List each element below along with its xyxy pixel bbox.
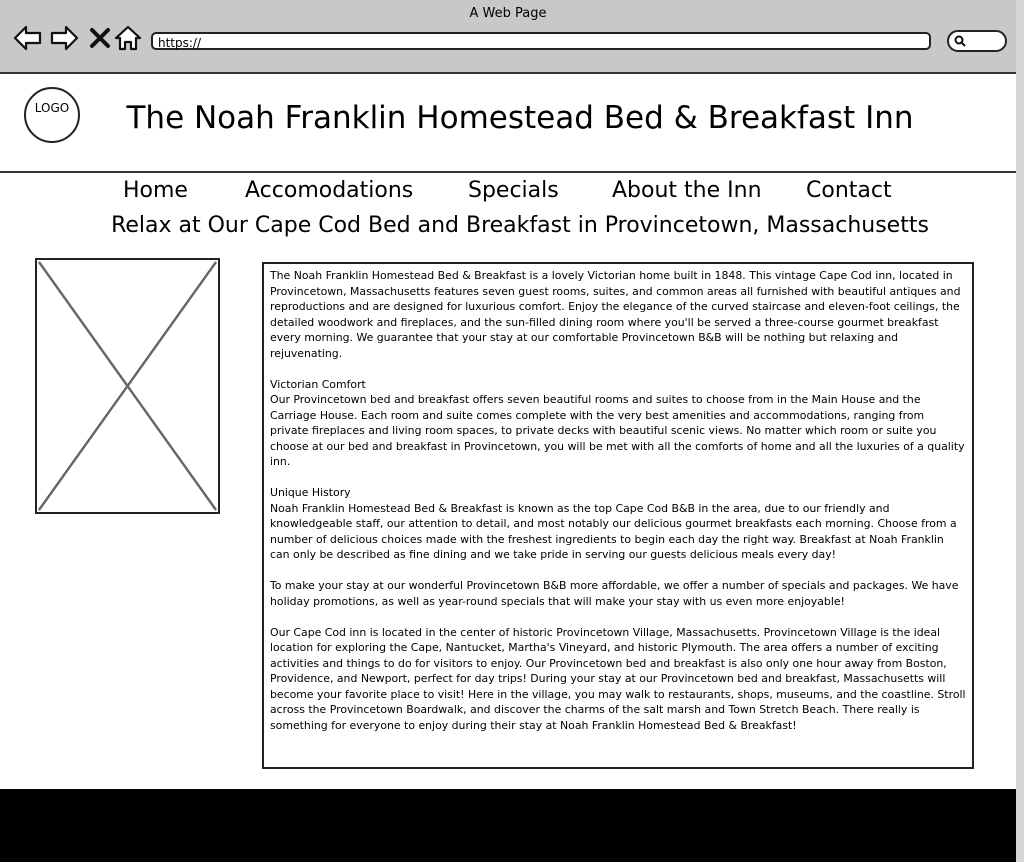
- header-divider: [0, 171, 1016, 173]
- search-icon: [953, 34, 967, 48]
- victorian-comfort-section: [270, 377, 966, 470]
- section-heading: Unique History: [270, 486, 351, 499]
- content-box: [262, 262, 974, 769]
- nav-item-accomodations[interactable]: Accomodations: [245, 178, 414, 203]
- unique-history-section: [270, 485, 966, 563]
- search-input[interactable]: [947, 30, 1007, 52]
- browser-chrome: [0, 0, 1016, 74]
- forward-arrow-icon[interactable]: [48, 22, 80, 54]
- location-paragraph: Our Cape Cod inn is located in the center of historic Provincetown Village, Massachusetts. Provincetown Village is the ideal location for exploring the Cape, Nantucket, Martha's Vineyard, and historic Plymouth. The area offers a number of exciting activities and things to do for visitors to enjoy. Our Provincetown bed and breakfast is also only one hour away from Boston, Providence, and Newport, perfect for day trips! During your stay at our Provincetown bed and breakfast, Massachusetts will become your favorite place to visit! Here in the village, you may walk to restaurants, shops, museums, and the coastline. Stroll across the Provincetown Boardwalk, and discover the charms of the salt marsh and Town Stretch Beach. There really is something for everyone to enjoy during their stay at Noah Franklin Homestead Bed & Breakfast!: [270, 625, 966, 732]
- back-arrow-icon[interactable]: [12, 22, 44, 54]
- section-text: Our Provincetown bed and breakfast offers seven beautiful rooms and suites to choose from in the Main House and the Carriage House. Each room and suite comes complete with the very best amenities and accommodations, ranging from private fireplaces and living room spaces, to private decks with beautiful scenic views. No matter which room or suite you choose at our bed and breakfast in Provincetown, you will be met with all the comforts of home and all the luxuries of a quality inn.: [270, 393, 965, 468]
- nav-item-home[interactable]: Home: [123, 178, 188, 203]
- page-title: The Noah Franklin Homestead Bed & Breakfast Inn: [126, 100, 914, 136]
- footer: [0, 789, 1016, 862]
- window-title: A Web Page: [469, 6, 547, 21]
- nav-item-specials[interactable]: Specials: [468, 178, 559, 203]
- page-subtitle: Relax at Our Cape Cod Bed and Breakfast in Provincetown, Massachusetts: [111, 213, 929, 238]
- main-nav: [0, 178, 1016, 208]
- logo: LOGO: [24, 87, 80, 143]
- home-icon[interactable]: [112, 22, 144, 54]
- intro-paragraph: The Noah Franklin Homestead Bed & Breakfast is a lovely Victorian home built in 1848. This vintage Cape Cod inn, located in Provincetown, Massachusetts features seven guest rooms, suites, and common areas all furnished with beautiful antiques and reproductions and are designed for luxurious comfort. Enjoy the elegance of the curved staircase and eleven-foot ceilings, the detailed woodwork and fireplaces, and the sun-filled dining room where you'll be served a three-course gourmet breakfast every morning. We guarantee that your stay at our comfortable Provincetown B&B will be nothing but relaxing and rejuvenating.: [270, 269, 961, 360]
- section-heading: Victorian Comfort: [270, 377, 366, 391]
- image-placeholder: [35, 258, 220, 514]
- nav-item-contact[interactable]: Contact: [806, 178, 892, 203]
- section-text: Noah Franklin Homestead Bed & Breakfast is known as the top Cape Cod B&B in the area, due to our friendly and knowledgeable staff, our attention to detail, and most notably our delicious gourmet breakfasts each morning. Choose from a number of delicious choices made with the freshest ingredients to begin each day the right way. Breakfast at Noah Franklin can only be described as fine dining and we take pride in serving our guests delicious meals every day!: [270, 501, 957, 561]
- nav-item-about[interactable]: About the Inn: [612, 178, 762, 203]
- url-input[interactable]: https://: [151, 32, 931, 50]
- scrollbar[interactable]: [1016, 0, 1024, 862]
- specials-paragraph: To make your stay at our wonderful Provincetown B&B more affordable, we offer a number of specials and packages. We have holiday promotions, as well as year-round specials that will make your stay with us even more enjoyable!: [270, 579, 959, 608]
